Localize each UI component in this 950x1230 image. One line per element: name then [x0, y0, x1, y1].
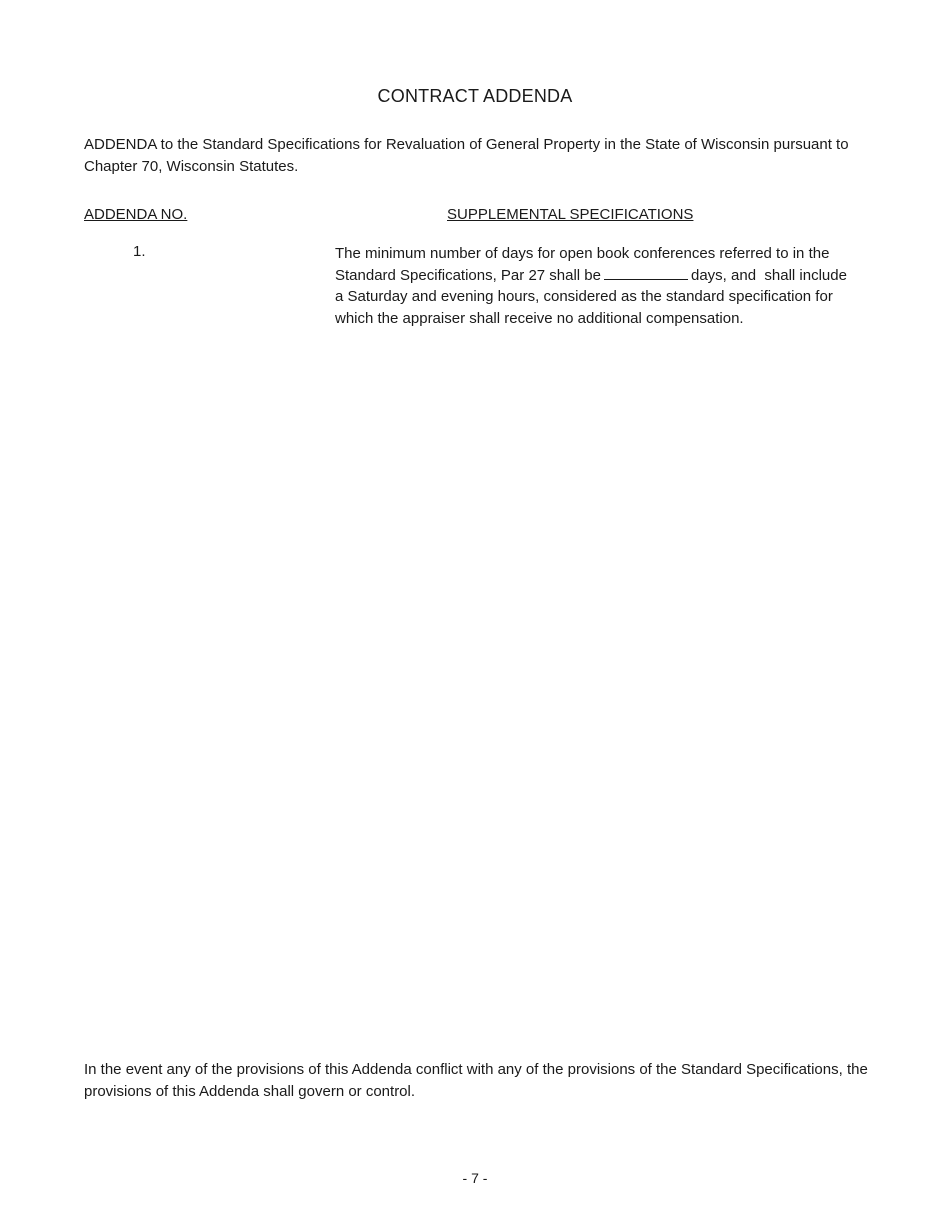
closing-paragraph: In the event any of the provisions of this Addenda conflict with any of the provisions of the Standard Specifications, the provisions of this Addenda shall govern or control. [84, 1061, 868, 1100]
item-text-before-blank: The minimum number of days for open book conferences referred to in the Standard Specifications, Par 27 shall be [335, 245, 830, 284]
page-number: - 7 - [462, 1170, 488, 1186]
item-text-after-blank: days, and shall include a Saturday and evening hours, considered as the standard specification for which the appraiser shall receive no additional compensation. [335, 266, 852, 328]
days-blank-field [604, 265, 688, 280]
intro-paragraph: ADDENDA to the Standard Specifications for Revaluation of General Property in the State of Wisconsin pursuant to Chapter 70, Wisconsin Statutes. [84, 136, 849, 175]
addenda-number-header: ADDENDA NO. [84, 206, 188, 223]
addenda-item-text [335, 243, 855, 330]
addenda-item-number: 1. [133, 243, 146, 260]
supplemental-specifications-header: SUPPLEMENTAL SPECIFICATIONS [447, 206, 694, 223]
page-title: CONTRACT ADDENDA [377, 86, 573, 106]
